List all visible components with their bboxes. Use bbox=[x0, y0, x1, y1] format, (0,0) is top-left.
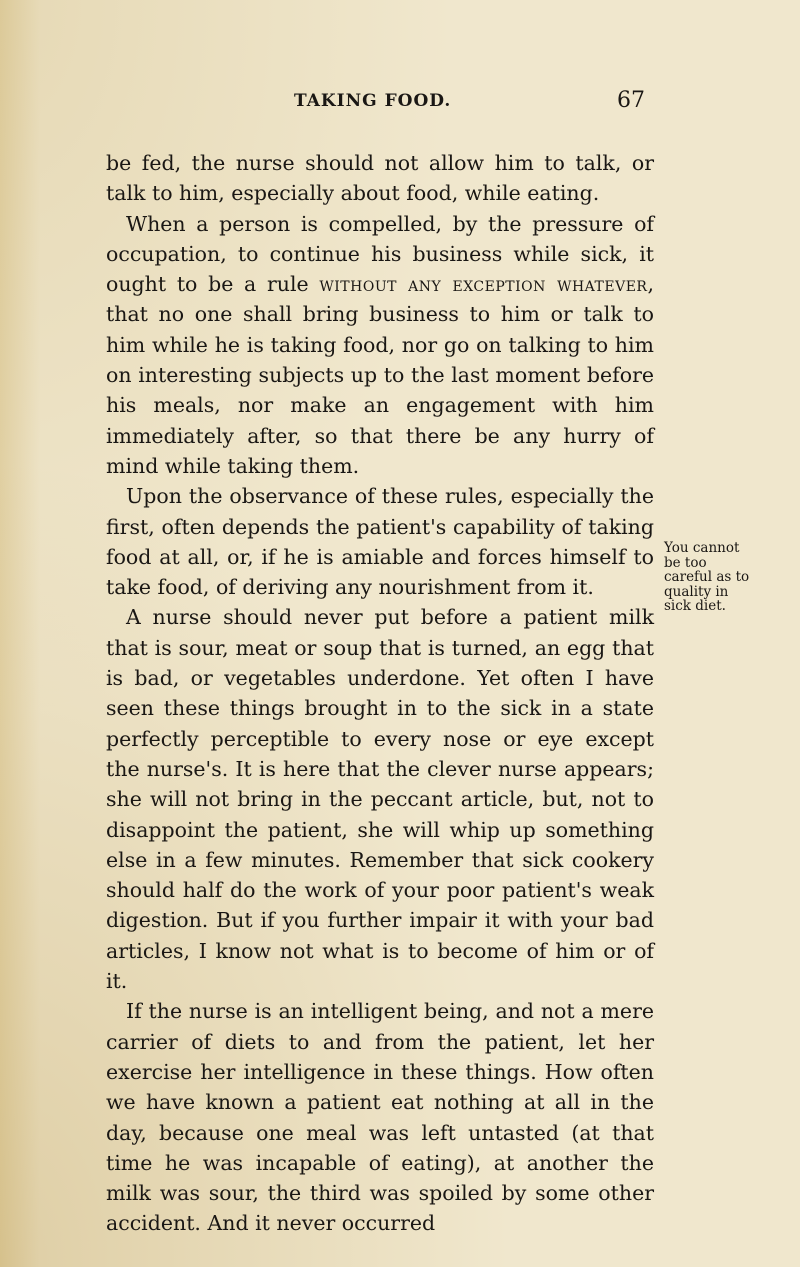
paragraph-text: When a person is compelled, by the pressure of occupation, to continue his business while sick, it ought to be a rule bbox=[106, 211, 654, 297]
page-number: 67 bbox=[617, 88, 645, 113]
chapter-title: TAKING FOOD. bbox=[294, 91, 452, 111]
paragraph-continuation: be fed, the nurse should not allow him to talk, or talk to him, especially about food, while eating. bbox=[106, 151, 654, 206]
paragraph-observance: Upon the observance of these rules, especially the first, often depends the patient's capability of taking food at all, or, if he is amiable and forces himself to take food, of deriving any nourishment from it. bbox=[106, 484, 654, 600]
paragraph-sour-milk: A nurse should never put before a patient milk that is sour, meat or soup that is turned, an egg that is bad, or vegetables underdone. Yet often I have seen these things brought in to the sick in a state perfectly perceptible to every nose or eye except the nurse's. It is here that the clever nurse appears; she will not bring in the peccant article, but, not to disappoint the patient, she will whip up something else in a few minutes. Remember that sick cookery should half do the work of your poor patient's weak digestion. But if you further impair it with your bad articles, I know not what is to become of him or of it. bbox=[106, 605, 654, 994]
paragraph-rule-without-exception bbox=[106, 209, 654, 482]
paragraph-text: , that no one shall bring business to him or talk to him while he is taking food, nor go on talking to him on interesting subjects up to the last moment before his meals, nor make an engagement with him immediately after, so that there be any hurry of mind while taking them. bbox=[106, 272, 654, 478]
body-text bbox=[106, 148, 654, 1239]
running-head bbox=[294, 88, 654, 121]
emphasis-small-caps: without any exception whatever bbox=[319, 272, 648, 297]
margin-note: You cannot be too careful as to quality in sick diet. bbox=[664, 540, 750, 614]
paragraph-intelligent-nurse: If the nurse is an intelligent being, and not a mere carrier of diets to and from the patient, let her exercise her intelligence in these things. How often we have known a patient eat nothing at all in the day, because one meal was left untasted (at that time he was incapable of eating), at another the milk was sour, the third was spoiled by some other accident. And it never occurred bbox=[106, 999, 654, 1236]
